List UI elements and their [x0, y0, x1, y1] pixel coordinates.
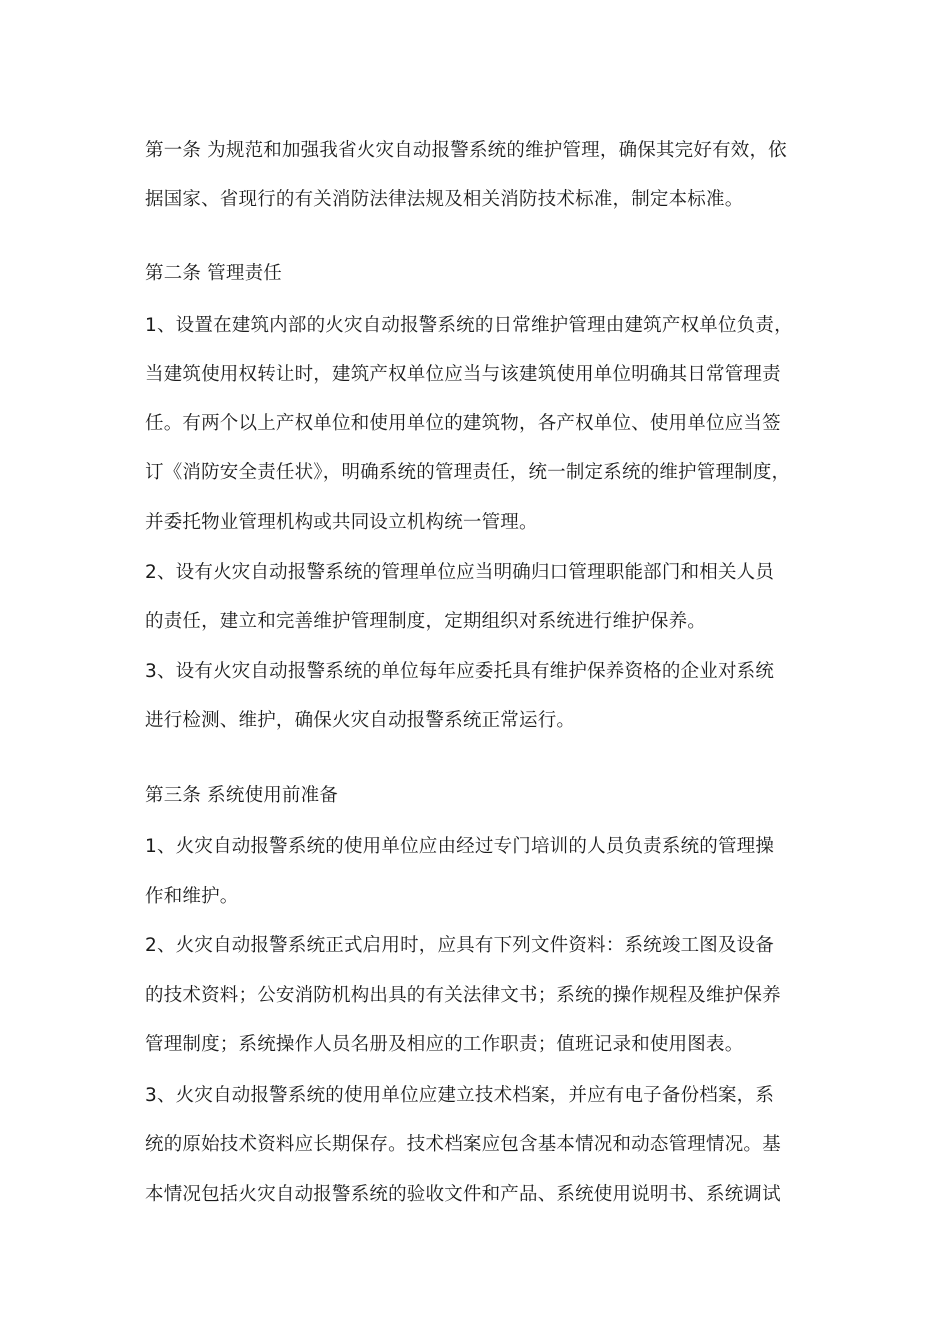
text-line: 的技术资料；公安消防机构出具的有关法律文书；系统的操作规程及维护保养 [145, 985, 781, 1006]
text-line: 当建筑使用权转让时，建筑产权单位应当与该建筑使用单位明确其日常管理责 [145, 364, 781, 385]
text-line: 进行检测、维护，确保火灾自动报警系统正常运行。 [145, 710, 576, 731]
text-line: 3、设有火灾自动报警系统的单位每年应委托具有维护保养资格的企业对系统 [145, 661, 775, 682]
text-line: 并委托物业管理机构或共同设立机构统一管理。 [145, 512, 538, 533]
text-line: 作和维护。 [145, 886, 239, 907]
text-line: 本情况包括火灾自动报警系统的验收文件和产品、系统使用说明书、系统调试 [145, 1184, 781, 1205]
text-line: 1、火灾自动报警系统的使用单位应由经过专门培训的人员负责系统的管理操 [145, 836, 775, 857]
text-line: 2、火灾自动报警系统正式启用时，应具有下列文件资料：系统竣工图及设备 [145, 935, 775, 956]
text-line: 的责任，建立和完善维护管理制度，定期组织对系统进行维护保养。 [145, 611, 707, 632]
text-line: 订《消防安全责任状》，明确系统的管理责任，统一制定系统的维护管理制度， [145, 462, 791, 483]
section-heading: 第三条 系统使用前准备 [145, 785, 339, 806]
text-line: 3、火灾自动报警系统的使用单位应建立技术档案，并应有电子备份档案，系 [145, 1085, 775, 1106]
text-line: 管理制度；系统操作人员名册及相应的工作职责；值班记录和使用图表。 [145, 1034, 744, 1055]
text-line: 1、设置在建筑内部的火灾自动报警系统的日常维护管理由建筑产权单位负责， [145, 315, 793, 336]
text-line: 任。有两个以上产权单位和使用单位的建筑物，各产权单位、使用单位应当签 [145, 413, 781, 434]
text-line: 2、设有火灾自动报警系统的管理单位应当明确归口管理职能部门和相关人员 [145, 562, 775, 583]
text-line: 第一条 为规范和加强我省火灾自动报警系统的维护管理，确保其完好有效，依 [145, 140, 787, 161]
section-heading: 第二条 管理责任 [145, 263, 282, 284]
text-line: 据国家、省现行的有关消防法律法规及相关消防技术标准，制定本标准。 [145, 189, 744, 210]
text-line: 统的原始技术资料应长期保存。技术档案应包含基本情况和动态管理情况。基 [145, 1134, 781, 1155]
